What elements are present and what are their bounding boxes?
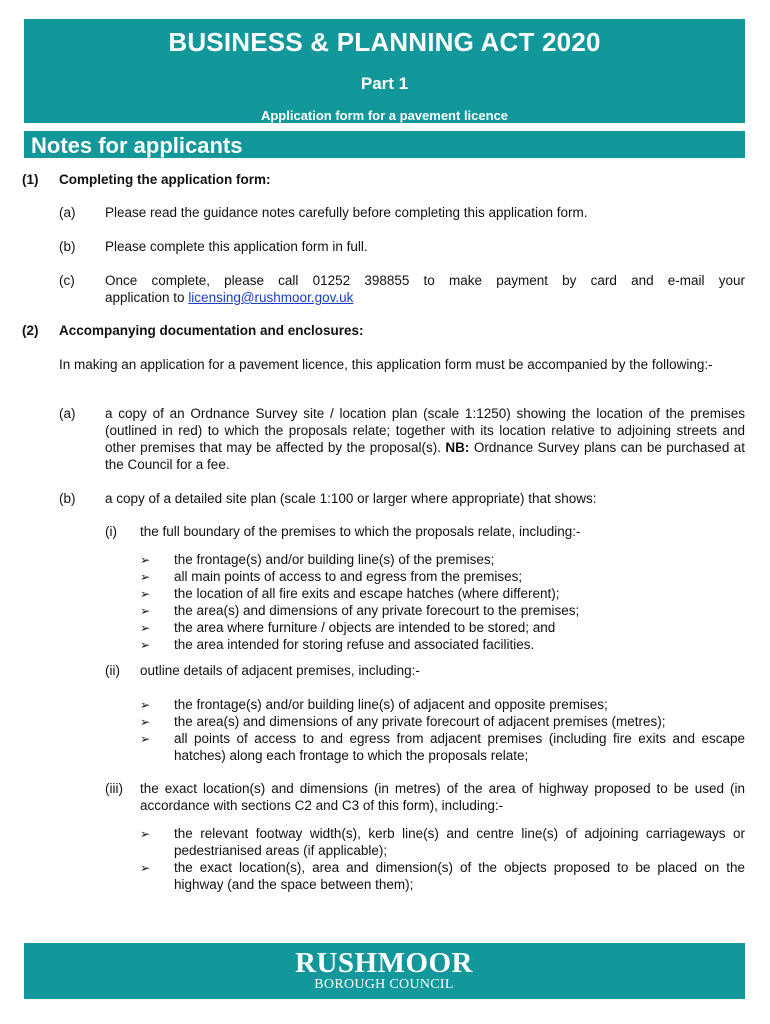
section-intro: In making an application for a pavement licence, this application form must be accompanied by the following:-: [59, 357, 713, 372]
arrow-bullet-icon: ➢: [140, 698, 151, 712]
nb-label: NB:: [445, 440, 470, 455]
logo-subtitle: BOROUGH COUNCIL: [314, 977, 454, 992]
arrow-bullet-icon: ➢: [140, 587, 151, 601]
item-label: (b): [59, 491, 76, 506]
bullet-text: the frontage(s) and/or building line(s) of adjacent and opposite premises;: [174, 697, 608, 712]
item-text: a copy of a detailed site plan (scale 1:100 or larger where appropriate) that shows:: [105, 491, 597, 506]
bullet-text: the relevant footway width(s), kerb line(s) and centre line(s) of adjoining carriageways or pedestrianised areas (if applicable);: [174, 826, 745, 858]
subitem-text: outline details of adjacent premises, including:-: [140, 663, 420, 678]
arrow-bullet-icon: ➢: [140, 732, 151, 746]
item-text: Please read the guidance notes carefully before completing this application form.: [105, 205, 588, 220]
bullet-text: the location of all fire exits and escape hatches (where different);: [174, 586, 560, 601]
section-number: (1): [22, 172, 39, 187]
logo-wordmark: RUSHMOOR: [295, 947, 473, 979]
arrow-bullet-icon: ➢: [140, 638, 151, 652]
subitem-label: (i): [105, 524, 117, 539]
item-label: (a): [59, 406, 76, 421]
part-label: Part 1: [360, 74, 409, 93]
item-label: (b): [59, 239, 76, 254]
arrow-bullet-icon: ➢: [140, 827, 151, 841]
subitem-label: (ii): [105, 663, 120, 678]
section-number: (2): [22, 323, 39, 338]
item-text-continued: [105, 289, 745, 306]
subitem-label: (iii): [105, 781, 123, 796]
item-text-part: a copy of an Ordnance Survey site / location plan (scale 1:1250) showing the location of the premises (outlined in red) to which the proposals relate; together with its location relative to adjoining streets and other premises that may be affected by the proposal(s).: [105, 406, 745, 455]
subitem-text: the exact location(s) and dimensions (in metres) of the area of highway proposed to be used (in accordance with sections C2 and C3 of this form), including:-: [140, 781, 745, 813]
rushmoor-logo: [283, 946, 485, 996]
item-label: (c): [59, 273, 75, 288]
bullet-text: the frontage(s) and/or building line(s) of the premises;: [174, 552, 495, 567]
arrow-bullet-icon: ➢: [140, 621, 151, 635]
item-label: (a): [59, 205, 76, 220]
arrow-bullet-icon: ➢: [140, 604, 151, 618]
bullet-text: the area intended for storing refuse and associated facilities.: [174, 637, 535, 652]
arrow-bullet-icon: ➢: [140, 570, 151, 584]
item-text-prefix: application to: [105, 290, 189, 305]
notes-heading: Notes for applicants: [24, 131, 745, 158]
bullet-text: all points of access to and egress from adjacent premises (including fire exits and escape hatches) along each frontage to which the proposals relate;: [174, 731, 745, 763]
licensing-email-link[interactable]: licensing@rushmoor.gov.uk: [188, 290, 354, 305]
section-heading: Completing the application form:: [59, 172, 271, 187]
item-text: Once complete, please call 01252 398855 to make payment by card and e-mail your: [105, 273, 745, 288]
item-text: Please complete this application form in full.: [105, 239, 368, 254]
arrow-bullet-icon: ➢: [140, 715, 151, 729]
act-title: BUSINESS & PLANNING ACT 2020: [168, 27, 601, 57]
section-heading: Accompanying documentation and enclosures:: [59, 323, 364, 338]
bullet-text: the area where furniture / objects are intended to be stored; and: [174, 620, 556, 635]
arrow-bullet-icon: ➢: [140, 553, 151, 567]
subitem-text: the full boundary of the premises to which the proposals relate, including:-: [140, 524, 581, 539]
bullet-text: the area(s) and dimensions of any private forecourt of adjacent premises (metres);: [174, 714, 666, 729]
arrow-bullet-icon: ➢: [140, 861, 151, 875]
form-subtitle: Application form for a pavement licence: [260, 108, 509, 123]
item-text: [105, 405, 745, 473]
form-header: [24, 19, 745, 123]
bullet-text: all main points of access to and egress from the premises;: [174, 569, 523, 584]
bullet-text: the exact location(s), area and dimension(s) of the objects proposed to be placed on the highway (and the space between them);: [174, 860, 745, 892]
item-text-part: Ordnance Survey plans can be purchased at the Council for a fee.: [105, 440, 746, 472]
bullet-text: the area(s) and dimensions of any private forecourt to the premises;: [174, 603, 580, 618]
